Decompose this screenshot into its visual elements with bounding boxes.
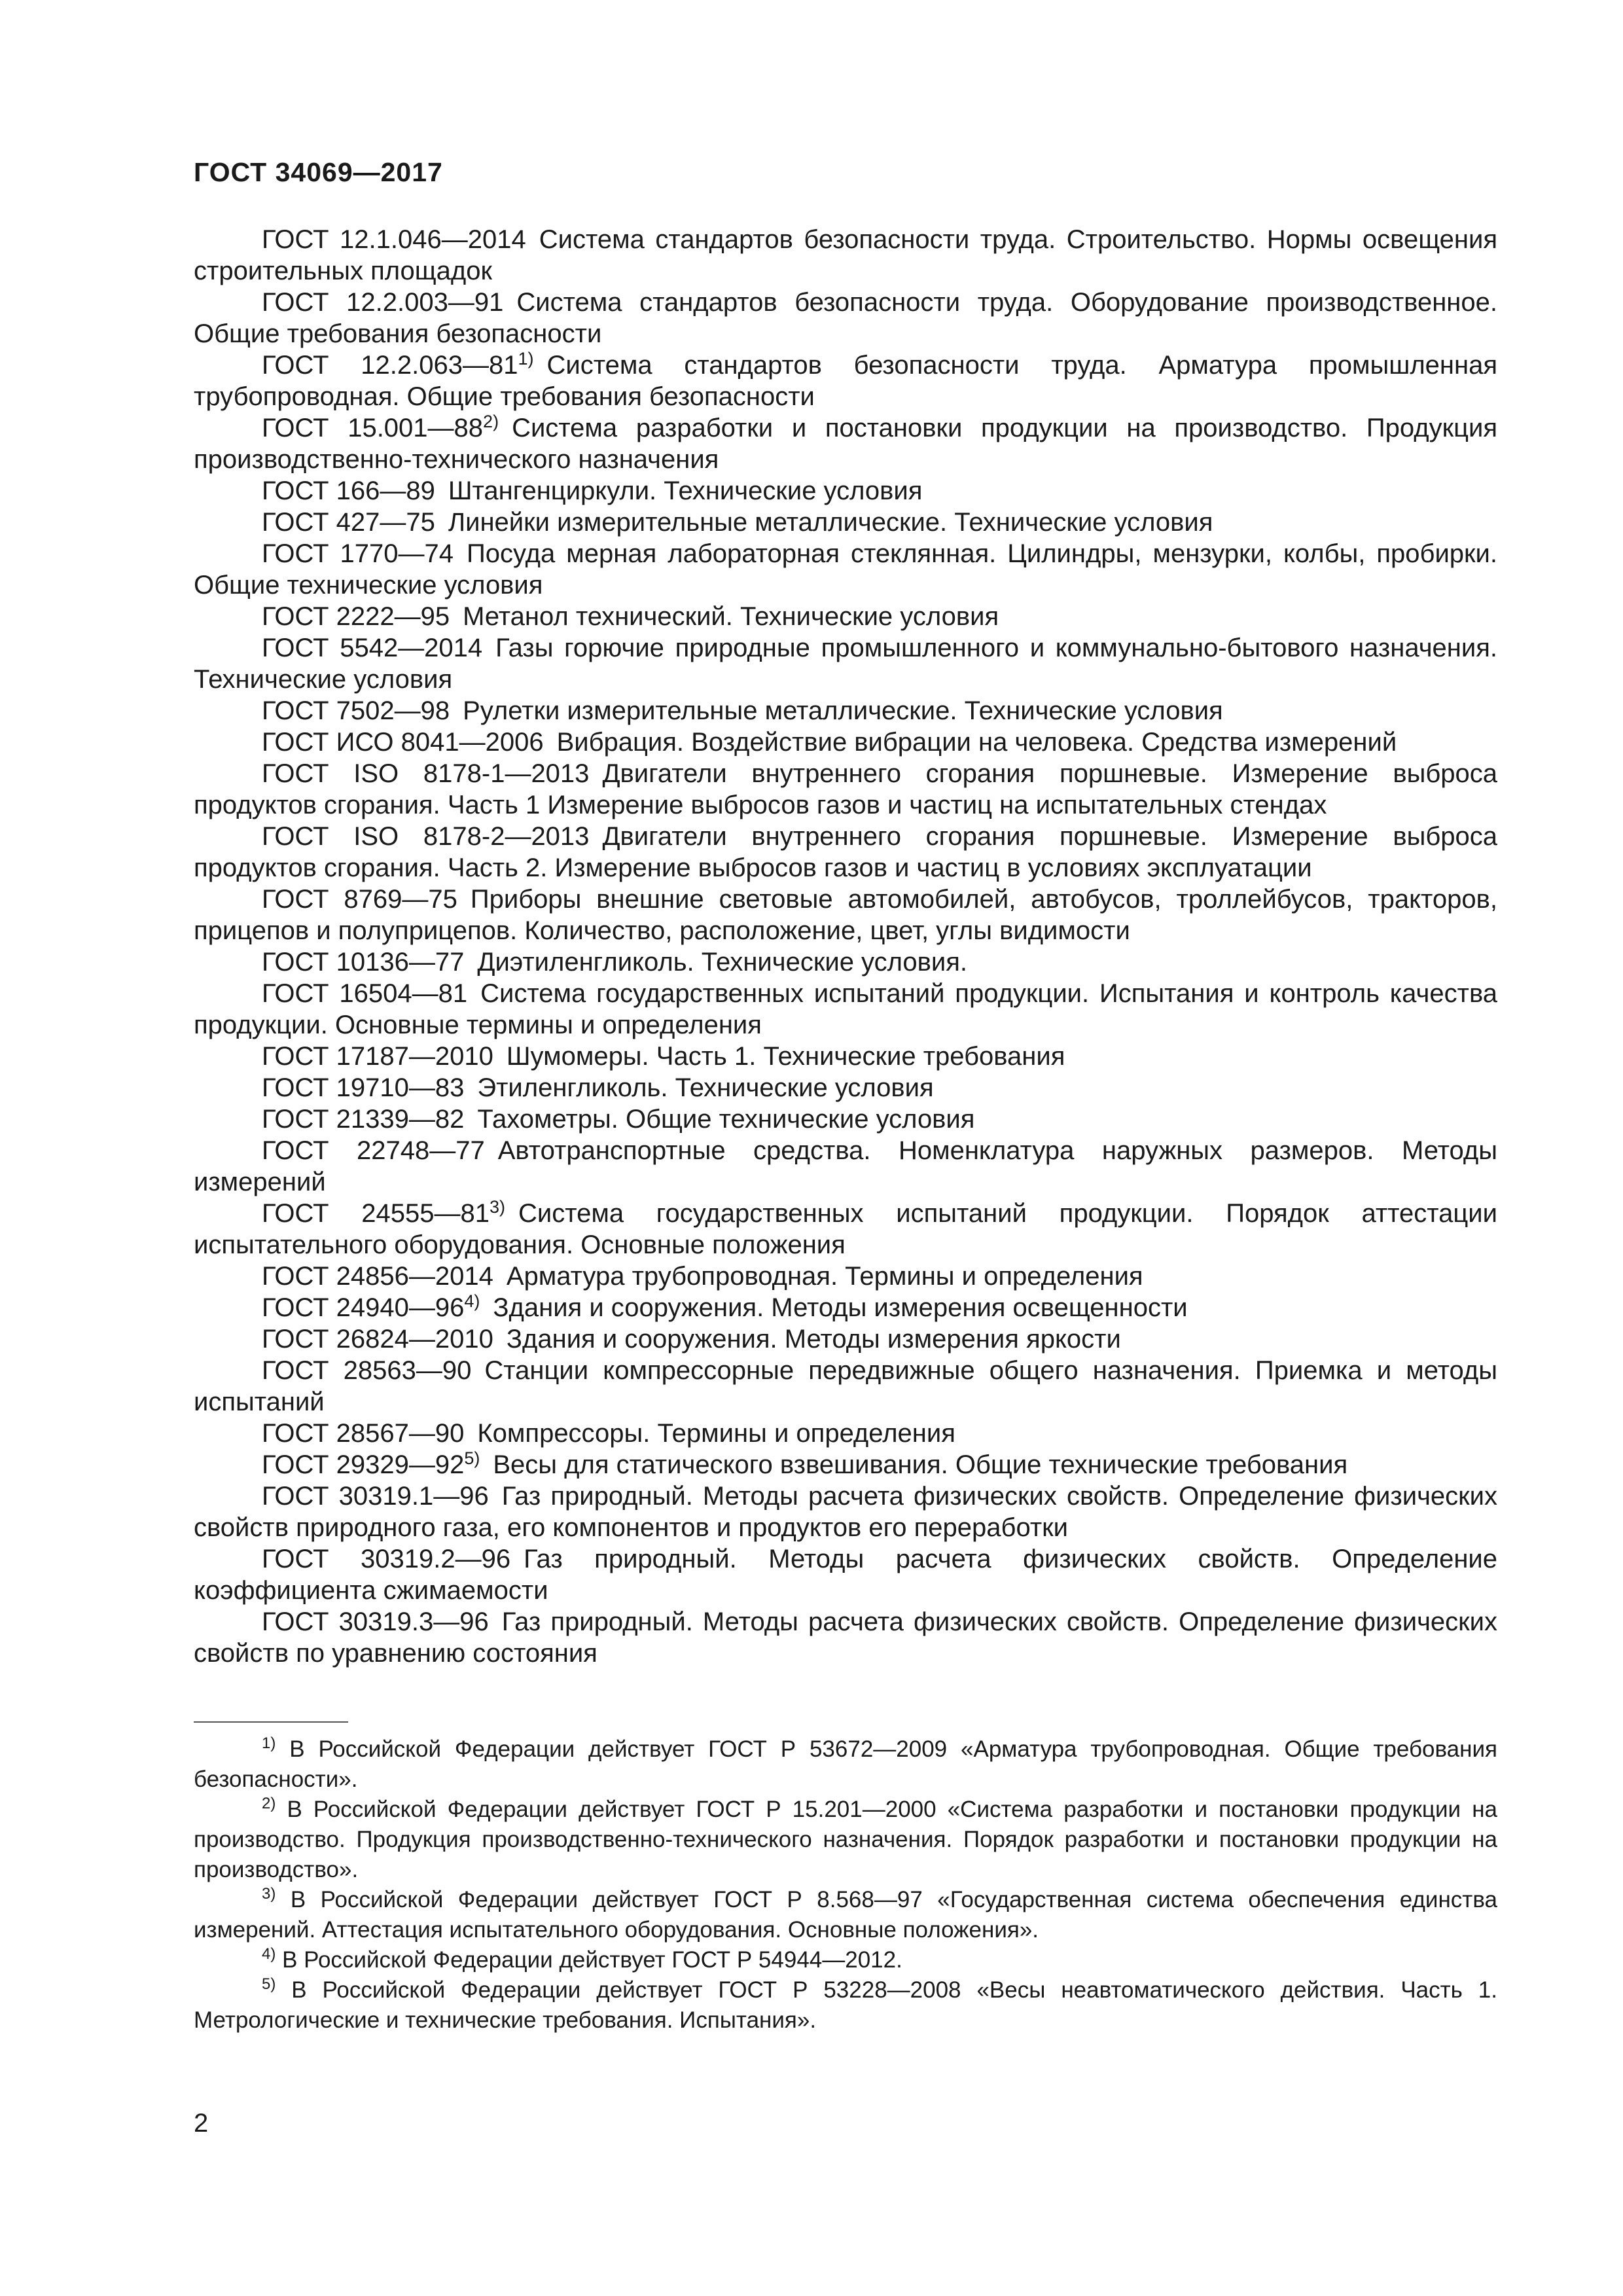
- reference-entry: [194, 1292, 1497, 1323]
- reference-title: Линейки измерительные металлические. Технические условия: [448, 508, 1213, 537]
- reference-title: Этиленгликоль. Технические условия: [477, 1073, 934, 1102]
- reference-entry: [194, 287, 1497, 350]
- reference-title: Компрессоры. Термины и определения: [477, 1419, 955, 1448]
- reference-entry: [194, 1606, 1497, 1669]
- reference-entry: [194, 1480, 1497, 1543]
- reference-title: Газ природный. Методы расчета физических свойств. Определение физических свойств природного газа, его компонентов и продуктов его переработки: [194, 1482, 1497, 1542]
- reference-entry: [194, 884, 1497, 946]
- footnote: [194, 1975, 1497, 2036]
- reference-code: ГОСТ 17187—2010: [262, 1042, 493, 1071]
- reference-entry: [194, 1072, 1497, 1103]
- footnote-text: В Российской Федерации действует ГОСТ Р 53228—2008 «Весы неавтоматического действия. Часть 1. Метрологические и технические требования. Испытания».: [194, 1977, 1497, 2033]
- reference-code: ГОСТ 5542—2014: [262, 634, 483, 662]
- reference-entry: [194, 1355, 1497, 1418]
- footnote-marker: 1): [518, 349, 534, 368]
- reference-code: ГОСТ 29329—92: [262, 1450, 465, 1479]
- footnote-text: В Российской Федерации действует ГОСТ Р 53672—2009 «Арматура трубопроводная. Общие требования безопасности».: [194, 1736, 1497, 1792]
- footnote: [194, 1885, 1497, 1945]
- reference-title: Газы горючие природные промышленного и коммунально-бытового назначения. Технические условия: [194, 634, 1497, 694]
- reference-code: ГОСТ 166—89: [262, 476, 435, 505]
- reference-title: Газ природный. Методы расчета физических свойств. Определение коэффициента сжимаемости: [194, 1545, 1498, 1605]
- footnote-number: 5): [262, 1975, 276, 1993]
- footnote-marker: 4): [464, 1291, 480, 1311]
- reference-code: ГОСТ 26824—2010: [262, 1325, 493, 1354]
- reference-title: Система стандартов безопасности труда. Арматура промышленная трубопроводная. Общие требования безопасности: [194, 351, 1497, 411]
- reference-code: ГОСТ 427—75: [262, 508, 435, 537]
- reference-code: ГОСТ 28567—90: [262, 1419, 465, 1448]
- reference-title: Весы для статического взвешивания. Общие технические требования: [493, 1450, 1348, 1479]
- reference-entry: [194, 1261, 1497, 1292]
- reference-code: ГОСТ 24856—2014: [262, 1262, 493, 1291]
- reference-code: ГОСТ 12.1.046—2014: [262, 225, 526, 254]
- reference-entry: [194, 1418, 1497, 1449]
- reference-entry: [194, 726, 1497, 758]
- footnote-marker: 3): [489, 1197, 505, 1217]
- reference-code: ГОСТ 22748—77: [262, 1136, 485, 1165]
- footnote: [194, 1795, 1497, 1885]
- footnote-number: 3): [262, 1885, 276, 1903]
- reference-title: Вибрация. Воздействие вибрации на человека. Средства измерений: [556, 728, 1397, 757]
- reference-entry: [194, 1323, 1497, 1355]
- reference-code: ГОСТ 24940—96: [262, 1293, 465, 1322]
- reference-entry: [194, 1198, 1497, 1261]
- reference-entry: [194, 946, 1497, 978]
- reference-entry: [194, 1449, 1497, 1480]
- reference-title: Здания и сооружения. Методы измерения яркости: [506, 1325, 1121, 1354]
- reference-title: Арматура трубопроводная. Термины и определения: [506, 1262, 1143, 1291]
- reference-entry: [194, 978, 1497, 1041]
- reference-entry: [194, 601, 1497, 632]
- reference-code: ГОСТ 1770—74: [262, 539, 454, 568]
- document-header: ГОСТ 34069—2017: [194, 157, 443, 187]
- reference-entry: [194, 350, 1497, 412]
- reference-title: Здания и сооружения. Методы измерения освещенности: [493, 1293, 1188, 1322]
- footnote-separator: [194, 1721, 348, 1723]
- footnote: [194, 1734, 1497, 1795]
- footnote-text: В Российской Федерации действует ГОСТ Р 8.568—97 «Государственная система обеспечения единства измерений. Аттестация испытательного оборудования. Основные положения».: [194, 1887, 1497, 1943]
- reference-code: ГОСТ ISO 8178-2—2013: [262, 822, 590, 851]
- reference-entry: [194, 758, 1497, 821]
- reference-title: Рулетки измерительные металлические. Технические условия: [463, 696, 1223, 725]
- reference-title: Диэтиленгликоль. Технические условия.: [477, 948, 968, 977]
- reference-title: Система разработки и постановки продукции на производство. Продукция производственно-технического назначения: [194, 414, 1498, 474]
- reference-code: ГОСТ 30319.1—96: [262, 1482, 489, 1511]
- reference-title: Система государственных испытаний продукции. Испытания и контроль качества продукции. Основные термины и определения: [194, 979, 1497, 1039]
- reference-title: Шумомеры. Часть 1. Технические требования: [506, 1042, 1065, 1071]
- reference-entry: [194, 507, 1497, 538]
- footnote-text: В Российской Федерации действует ГОСТ Р 54944—2012.: [282, 1947, 902, 1973]
- reference-title: Станции компрессорные передвижные общего назначения. Приемка и методы испытаний: [194, 1356, 1497, 1416]
- footnote: [194, 1945, 1497, 1975]
- reference-title: Двигатели внутреннего сгорания поршневые. Измерение выброса продуктов сгорания. Часть 2. Измерение выбросов газов и частиц в условиях эксплуатации: [194, 822, 1498, 882]
- reference-code: ГОСТ 2222—95: [262, 602, 450, 631]
- footnote-number: 2): [262, 1795, 276, 1812]
- reference-title: Метанол технический. Технические условия: [463, 602, 999, 631]
- reference-code: ГОСТ 12.2.003—91: [262, 288, 504, 317]
- reference-entry: [194, 412, 1497, 475]
- reference-code: ГОСТ 12.2.063—81: [262, 351, 518, 380]
- page-number: 2: [194, 2109, 209, 2138]
- reference-entry: [194, 538, 1497, 601]
- reference-entry: [194, 1543, 1497, 1606]
- reference-title: Система стандартов безопасности труда. Оборудование производственное. Общие требования безопасности: [194, 288, 1498, 348]
- reference-code: ГОСТ 19710—83: [262, 1073, 465, 1102]
- reference-code: ГОСТ 8769—75: [262, 885, 457, 914]
- reference-entry: [194, 224, 1497, 287]
- reference-code: ГОСТ 16504—81: [262, 979, 468, 1008]
- reference-entry: [194, 695, 1497, 726]
- reference-entry: [194, 1135, 1497, 1198]
- reference-entry: [194, 821, 1497, 884]
- reference-code: ГОСТ 30319.3—96: [262, 1607, 489, 1636]
- normative-references-list: [194, 224, 1497, 1669]
- footnote-marker: 5): [464, 1448, 480, 1468]
- reference-entry: [194, 632, 1497, 695]
- reference-entry: [194, 1041, 1497, 1072]
- reference-code: ГОСТ 7502—98: [262, 696, 450, 725]
- reference-title: Штангенциркули. Технические условия: [448, 476, 923, 505]
- reference-title: Тахометры. Общие технические условия: [477, 1105, 975, 1134]
- reference-entry: [194, 475, 1497, 507]
- reference-code: ГОСТ 30319.2—96: [262, 1545, 511, 1573]
- reference-code: ГОСТ ИСО 8041—2006: [262, 728, 544, 757]
- footnote-marker: 2): [483, 412, 499, 431]
- footnotes: [194, 1734, 1497, 2036]
- footnote-number: 4): [262, 1945, 276, 1963]
- reference-title: Посуда мерная лабораторная стеклянная. Цилиндры, мензурки, колбы, пробирки. Общие технические условия: [194, 539, 1497, 600]
- footnote-number: 1): [262, 1734, 276, 1752]
- reference-entry: [194, 1103, 1497, 1135]
- reference-code: ГОСТ 21339—82: [262, 1105, 465, 1134]
- reference-title: Система государственных испытаний продукции. Порядок аттестации испытательного оборудования. Основные положения: [194, 1199, 1497, 1259]
- reference-title: Газ природный. Методы расчета физических свойств. Определение физических свойств по уравнению состояния: [194, 1607, 1497, 1668]
- reference-title: Автотранспортные средства. Номенклатура наружных размеров. Методы измерений: [194, 1136, 1497, 1196]
- reference-code: ГОСТ 10136—77: [262, 948, 465, 977]
- reference-code: ГОСТ 15.001—88: [262, 414, 484, 442]
- reference-code: ГОСТ ISO 8178-1—2013: [262, 759, 590, 788]
- footnote-text: В Российской Федерации действует ГОСТ Р 15.201—2000 «Система разработки и постановки продукции на производство. Продукция производственно-технического назначения. Порядок разработки и постановки продукции на производство».: [194, 1797, 1497, 1882]
- reference-title: Система стандартов безопасности труда. Строительство. Нормы освещения строительных площадок: [194, 225, 1498, 285]
- reference-code: ГОСТ 24555—81: [262, 1199, 490, 1228]
- reference-title: Двигатели внутреннего сгорания поршневые. Измерение выброса продуктов сгорания. Часть 1 Измерение выбросов газов и частиц на испытательных стендах: [194, 759, 1498, 819]
- reference-code: ГОСТ 28563—90: [262, 1356, 472, 1385]
- reference-title: Приборы внешние световые автомобилей, автобусов, троллейбусов, тракторов, прицепов и полуприцепов. Количество, расположение, цвет, углы видимости: [194, 885, 1498, 945]
